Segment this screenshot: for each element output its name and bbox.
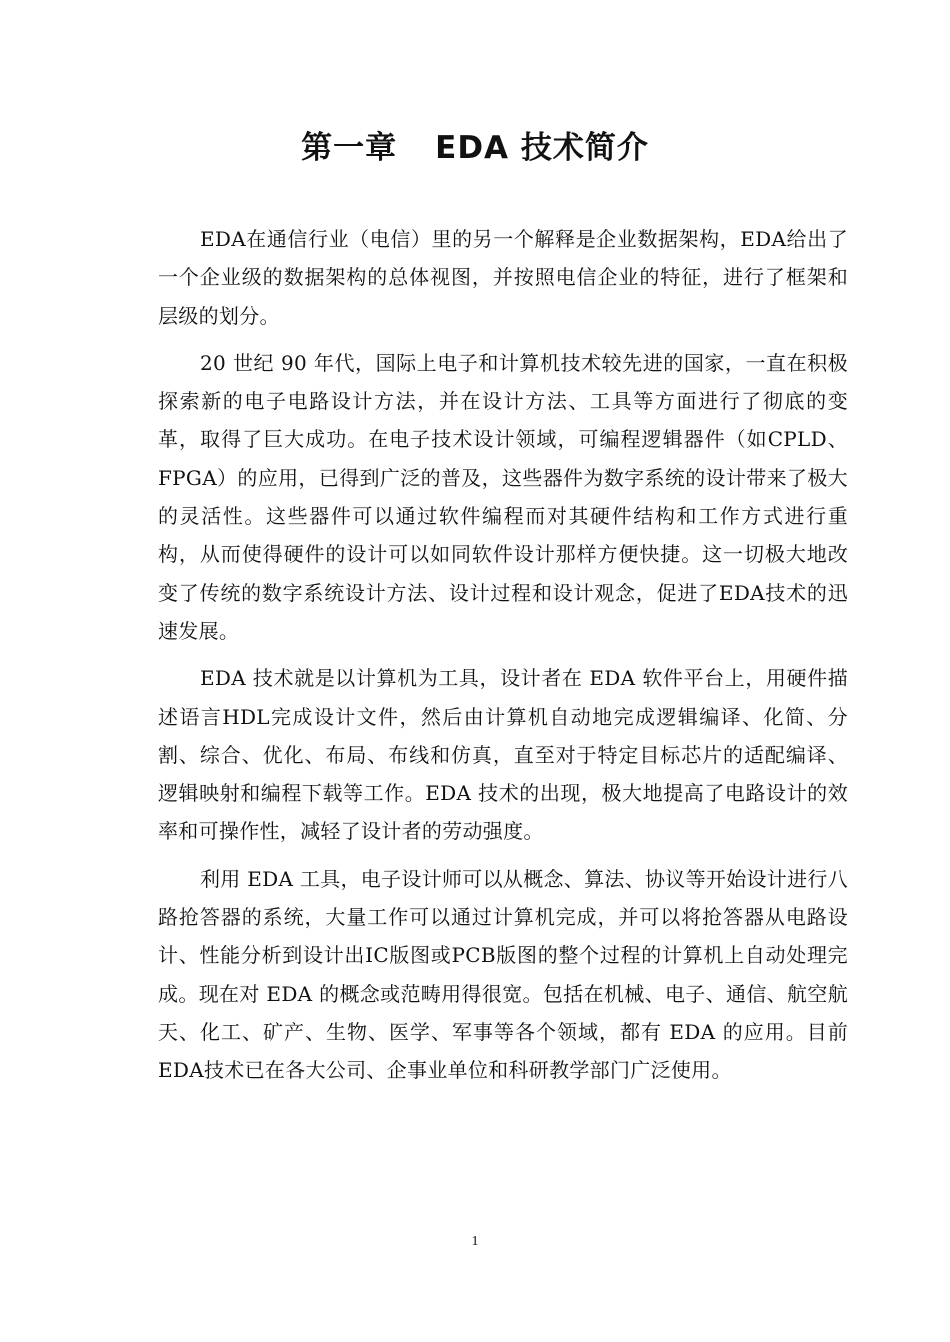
body-text xyxy=(158,220,848,1099)
paragraph-2: 20 世纪 90 年代，国际上电子和计算机技术较先进的国家，一直在积极探索新的电子电路设计方法，并在设计方法、工具等方面进行了彻底的变革，取得了巨大成功。在电子技术设计领域，可编程逻辑器件（如CPLD、FPGA）的应用，已得到广泛的普及，这些器件为数字系统的设计带来了极大的灵活性。这些器件可以通过软件编程而对其硬件结构和工作方式进行重构，从而使得硬件的设计可以如同软件设计那样方便快捷。这一切极大地改变了传统的数字系统设计方法、设计过程和设计观念，促进了EDA技术的迅速发展。 xyxy=(158,350,848,643)
chapter-heading: EDA 技术简介 xyxy=(435,130,649,166)
paragraph-1: EDA在通信行业（电信）里的另一个解释是企业数据架构，EDA给出了一个企业级的数据架构的总体视图，并按照电信企业的特征，进行了框架和层级的划分。 xyxy=(158,227,848,328)
page-number: 1 xyxy=(471,1234,479,1249)
paragraph-3: EDA 技术就是以计算机为工具，设计者在 EDA 软件平台上，用硬件描述语言HDL完成设计文件，然后由计算机自动地完成逻辑编译、化简、分割、综合、优化、布局、布线和仿真，直至对于特定目标芯片的适配编译、逻辑映射和编程下载等工作。EDA 技术的出现，极大地提高了电路设计的效率和可操作性，减轻了设计者的劳动强度。 xyxy=(158,666,848,844)
paragraph-4: 利用 EDA 工具，电子设计师可以从概念、算法、协议等开始设计进行八路抢答器的系统，大量工作可以通过计算机完成，并可以将抢答器从电路设计、性能分析到设计出IC版图或PCB版图的整个过程的计算机上自动处理完成。现在对 EDA 的概念或范畴用得很宽。包括在机械、电子、通信、航空航天、化工、矿产、生物、医学、军事等各个领域，都有 EDA 的应用。目前EDA技术已在各大公司、企事业单位和科研教学部门广泛使用。 xyxy=(158,866,848,1083)
chapter-number: 第一章 xyxy=(301,130,398,166)
chapter-title xyxy=(0,126,950,170)
